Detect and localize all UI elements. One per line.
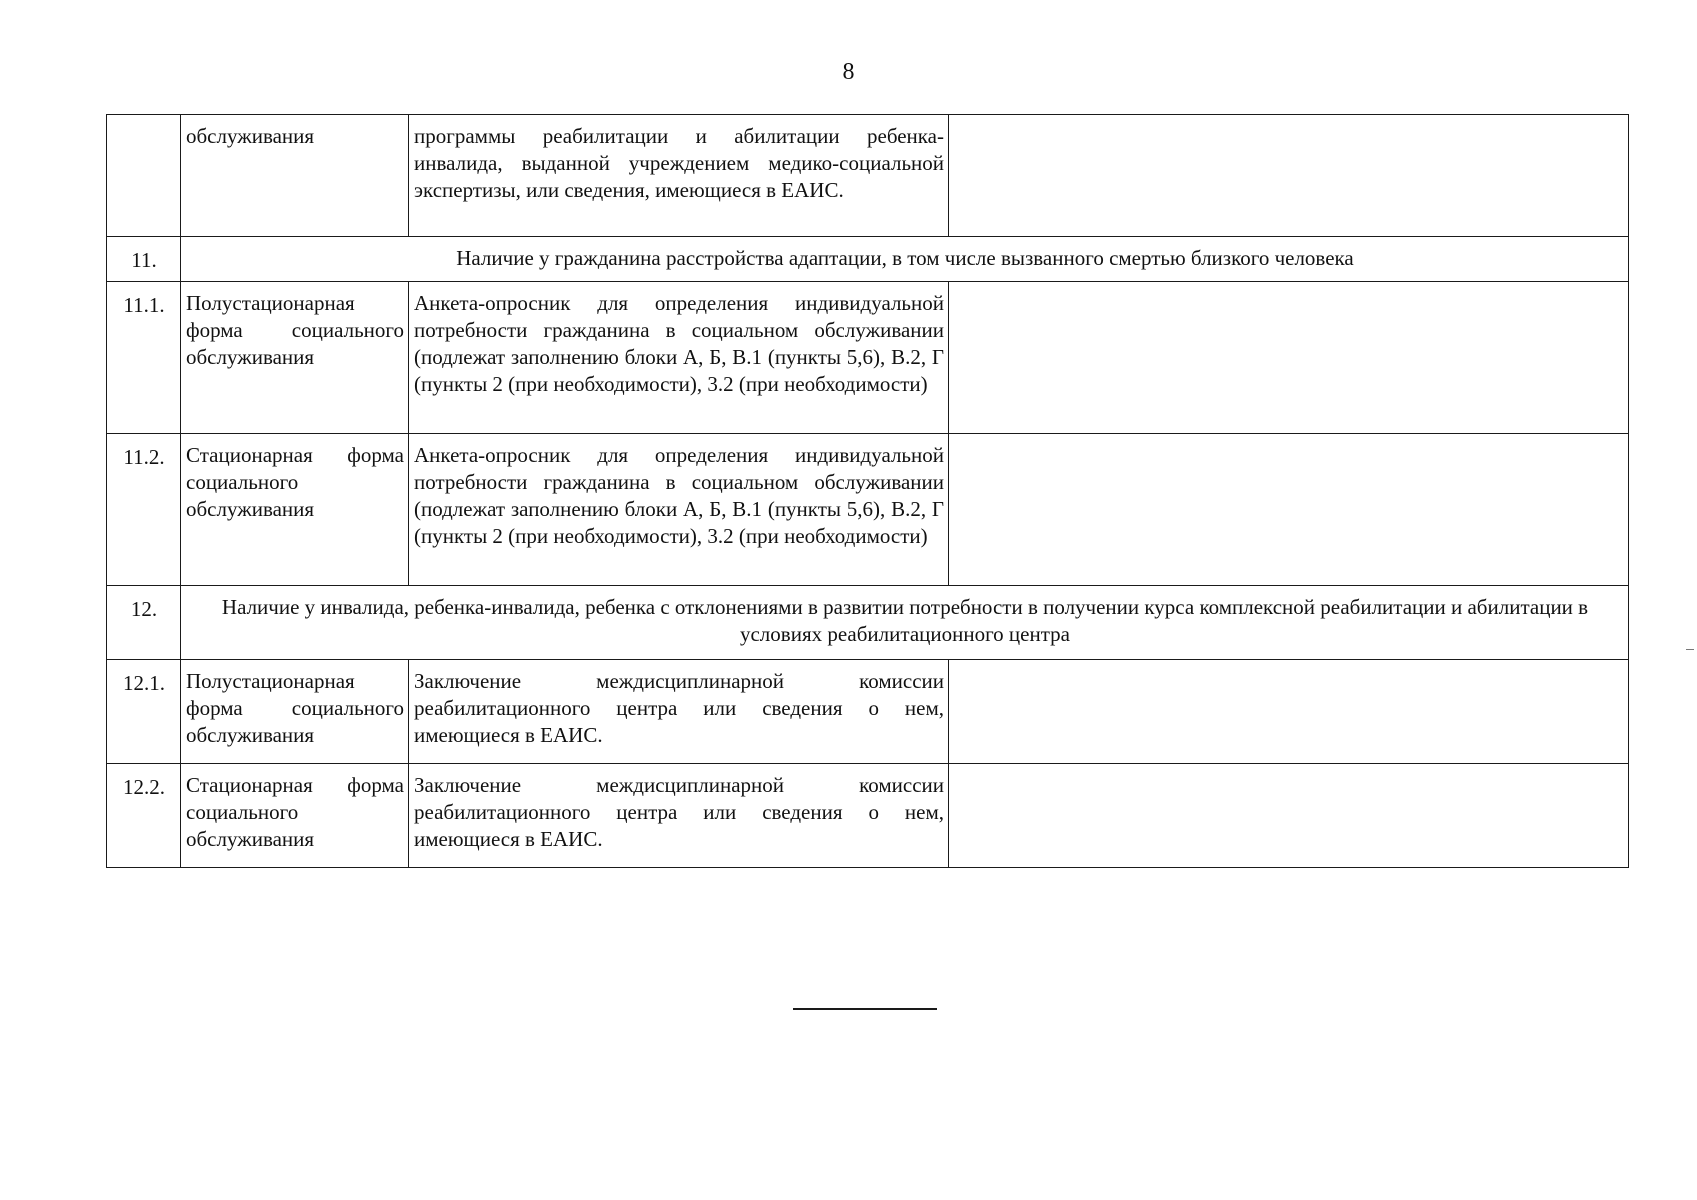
row-number-cell: 12.1. <box>107 660 181 764</box>
table-row <box>107 434 1629 586</box>
section-header-row <box>107 237 1629 282</box>
empty-cell <box>949 660 1629 764</box>
section-number: 12. <box>107 586 181 660</box>
empty-cell <box>949 115 1629 237</box>
table-row-continued <box>107 115 1629 237</box>
services-table <box>106 114 1629 868</box>
section-title: Наличие у инвалида, ребенка-инвалида, ребенка с отклонениями в развитии потребности в получении курса комплексной реабилитации и абилитации в условиях реабилитационного центра <box>181 586 1629 660</box>
documents-cell: Заключение междисциплинарной комиссии реабилитационного центра или сведения о нем, имеющиеся в ЕАИС. <box>409 660 949 764</box>
empty-cell <box>949 434 1629 586</box>
documents-cell: Анкета-опросник для определения индивидуальной потребности гражданина в социальном обслуживании (подлежат заполнению блоки А, Б, В.1 (пункты 5,6), В.2, Г (пункты 2 (при необходимости), 3.2 (при необходимости) <box>409 434 949 586</box>
section-title: Наличие у гражданина расстройства адаптации, в том числе вызванного смертью близкого человека <box>181 237 1629 282</box>
service-form-cell: Полустационарная форма социального обслуживания <box>181 660 409 764</box>
documents-cell: Анкета-опросник для определения индивидуальной потребности гражданина в социальном обслуживании (подлежат заполнению блоки А, Б, В.1 (пункты 5,6), В.2, Г (пункты 2 (при необходимости), 3.2 (при необходимости) <box>409 282 949 434</box>
table-row <box>107 282 1629 434</box>
row-number-cell: 11.1. <box>107 282 181 434</box>
service-form-cell: Полустационарная форма социального обслуживания <box>181 282 409 434</box>
documents-cell: программы реабилитации и абилитации ребенка-инвалида, выданной учреждением медико-социальной экспертизы, или сведения, имеющиеся в ЕАИС. <box>409 115 949 237</box>
service-form-cell: Стационарная форма социального обслуживания <box>181 764 409 868</box>
empty-cell <box>949 282 1629 434</box>
section-header-row <box>107 586 1629 660</box>
row-number-cell: 11.2. <box>107 434 181 586</box>
empty-cell <box>949 764 1629 868</box>
page-number: 8 <box>842 59 855 85</box>
margin-mark <box>1686 649 1694 650</box>
row-number-cell <box>107 115 181 237</box>
table-row <box>107 764 1629 868</box>
table-row <box>107 660 1629 764</box>
section-number: 11. <box>107 237 181 282</box>
row-number-cell: 12.2. <box>107 764 181 868</box>
service-form-cell: обслуживания <box>181 115 409 237</box>
end-of-document-rule <box>793 1008 937 1010</box>
service-form-cell: Стационарная форма социального обслуживания <box>181 434 409 586</box>
documents-cell: Заключение междисциплинарной комиссии реабилитационного центра или сведения о нем, имеющиеся в ЕАИС. <box>409 764 949 868</box>
